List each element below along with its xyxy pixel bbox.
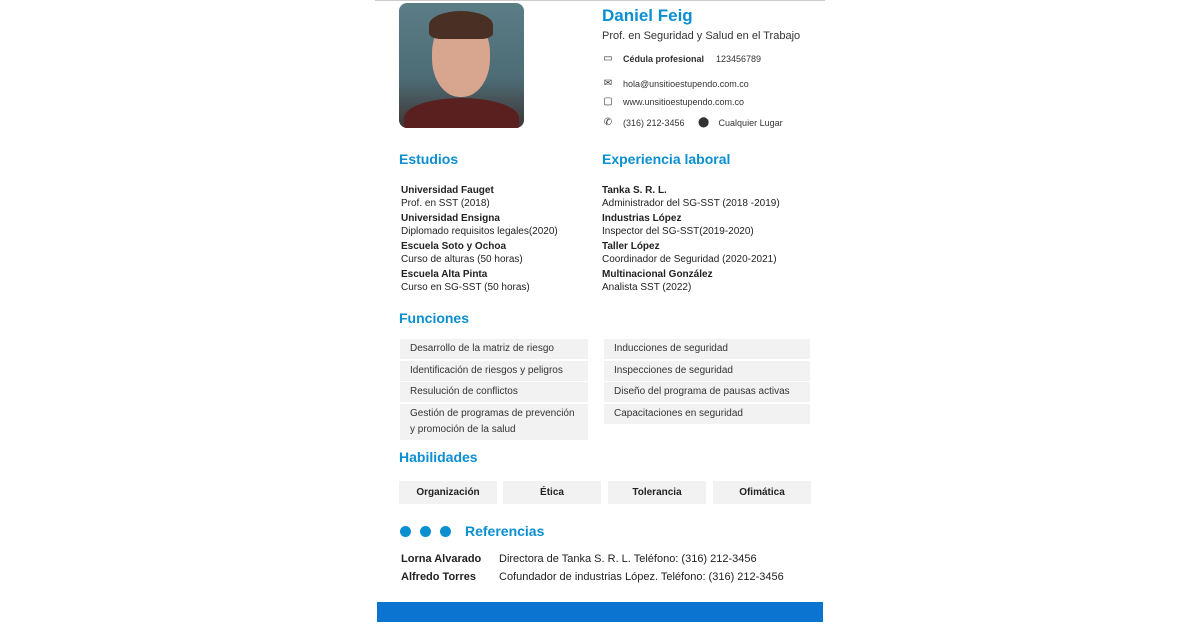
skill-tag: Organización xyxy=(399,481,497,504)
name: Daniel Feig xyxy=(602,6,693,25)
mail-icon: ✉ xyxy=(603,78,613,89)
skill-tag: Ética xyxy=(503,481,601,504)
footer-bar xyxy=(377,602,823,622)
location-pin-icon: ⬤ xyxy=(697,117,710,128)
skill-tag: Ofimática xyxy=(713,481,811,504)
phone-icon: ✆ xyxy=(603,117,613,128)
funcion-item: Diseño del programa de pausas activas xyxy=(604,382,810,402)
estudios-heading: Estudios xyxy=(399,151,459,167)
estudios-list: Universidad Fauget Prof. en SST (2018) Universidad Ensigna Diplomado requisitos legales(2020) Escuela Soto y Ochoa Curso de alturas (50 horas) Escuela Alta Pinta Curso en SG-SST (50 horas) xyxy=(401,185,558,293)
divider xyxy=(375,0,825,1)
reference-item: Alfredo Torres Cofundador de industrias López. Teléfono: (316) 212-3456 xyxy=(401,571,784,583)
funcion-item: Inspecciones de seguridad xyxy=(604,361,810,381)
id-card-icon: ▭ xyxy=(603,53,613,64)
reference-item: Lorna Alvarado Directora de Tanka S. R. L. Teléfono: (316) 212-3456 xyxy=(401,553,757,565)
funcion-item: Identificación de riesgos y peligros xyxy=(400,361,588,381)
dot-icon xyxy=(400,526,411,537)
habilidades-heading: Habilidades xyxy=(399,449,478,465)
cedula-row xyxy=(601,53,761,64)
cedula-value: 123456789 xyxy=(716,53,762,64)
experiencia-heading: Experiencia laboral xyxy=(602,151,731,167)
phone: (316) 212-3456 xyxy=(623,117,685,128)
dot-icon xyxy=(440,526,451,537)
experiencia-list: Tanka S. R. L. Administrador del SG-SST (2018 -2019) Industrias López Inspector del SG-SST(2019-2020) Taller López Coordinador de Seguridad (2020-2021) Multinacional González Analista SST (2022) xyxy=(602,185,780,293)
dot-icon xyxy=(420,526,431,537)
web-icon: ▢ xyxy=(603,96,613,107)
funciones-heading: Funciones xyxy=(399,310,470,326)
skill-tag: Tolerancia xyxy=(608,481,706,504)
job-title: Prof. en Seguridad y Salud en el Trabajo xyxy=(602,30,801,42)
funcion-item: Desarrollo de la matriz de riesgo xyxy=(400,339,588,359)
funcion-item: Capacitaciones en seguridad xyxy=(604,404,810,424)
email[interactable]: hola@unsitioestupendo.com.co xyxy=(623,78,749,89)
referencias-heading: Referencias xyxy=(465,523,545,539)
cedula-label: Cédula profesional xyxy=(623,53,705,64)
website[interactable]: www.unsitioestupendo.com.co xyxy=(623,96,745,107)
funcion-item: Resulución de conflictos xyxy=(400,382,588,402)
funcion-item: Inducciones de seguridad xyxy=(604,339,810,359)
profile-photo xyxy=(399,3,524,128)
funcion-item: Gestión de programas de prevención y promoción de la salud xyxy=(400,404,588,440)
location: Cualquier Lugar xyxy=(718,117,783,128)
